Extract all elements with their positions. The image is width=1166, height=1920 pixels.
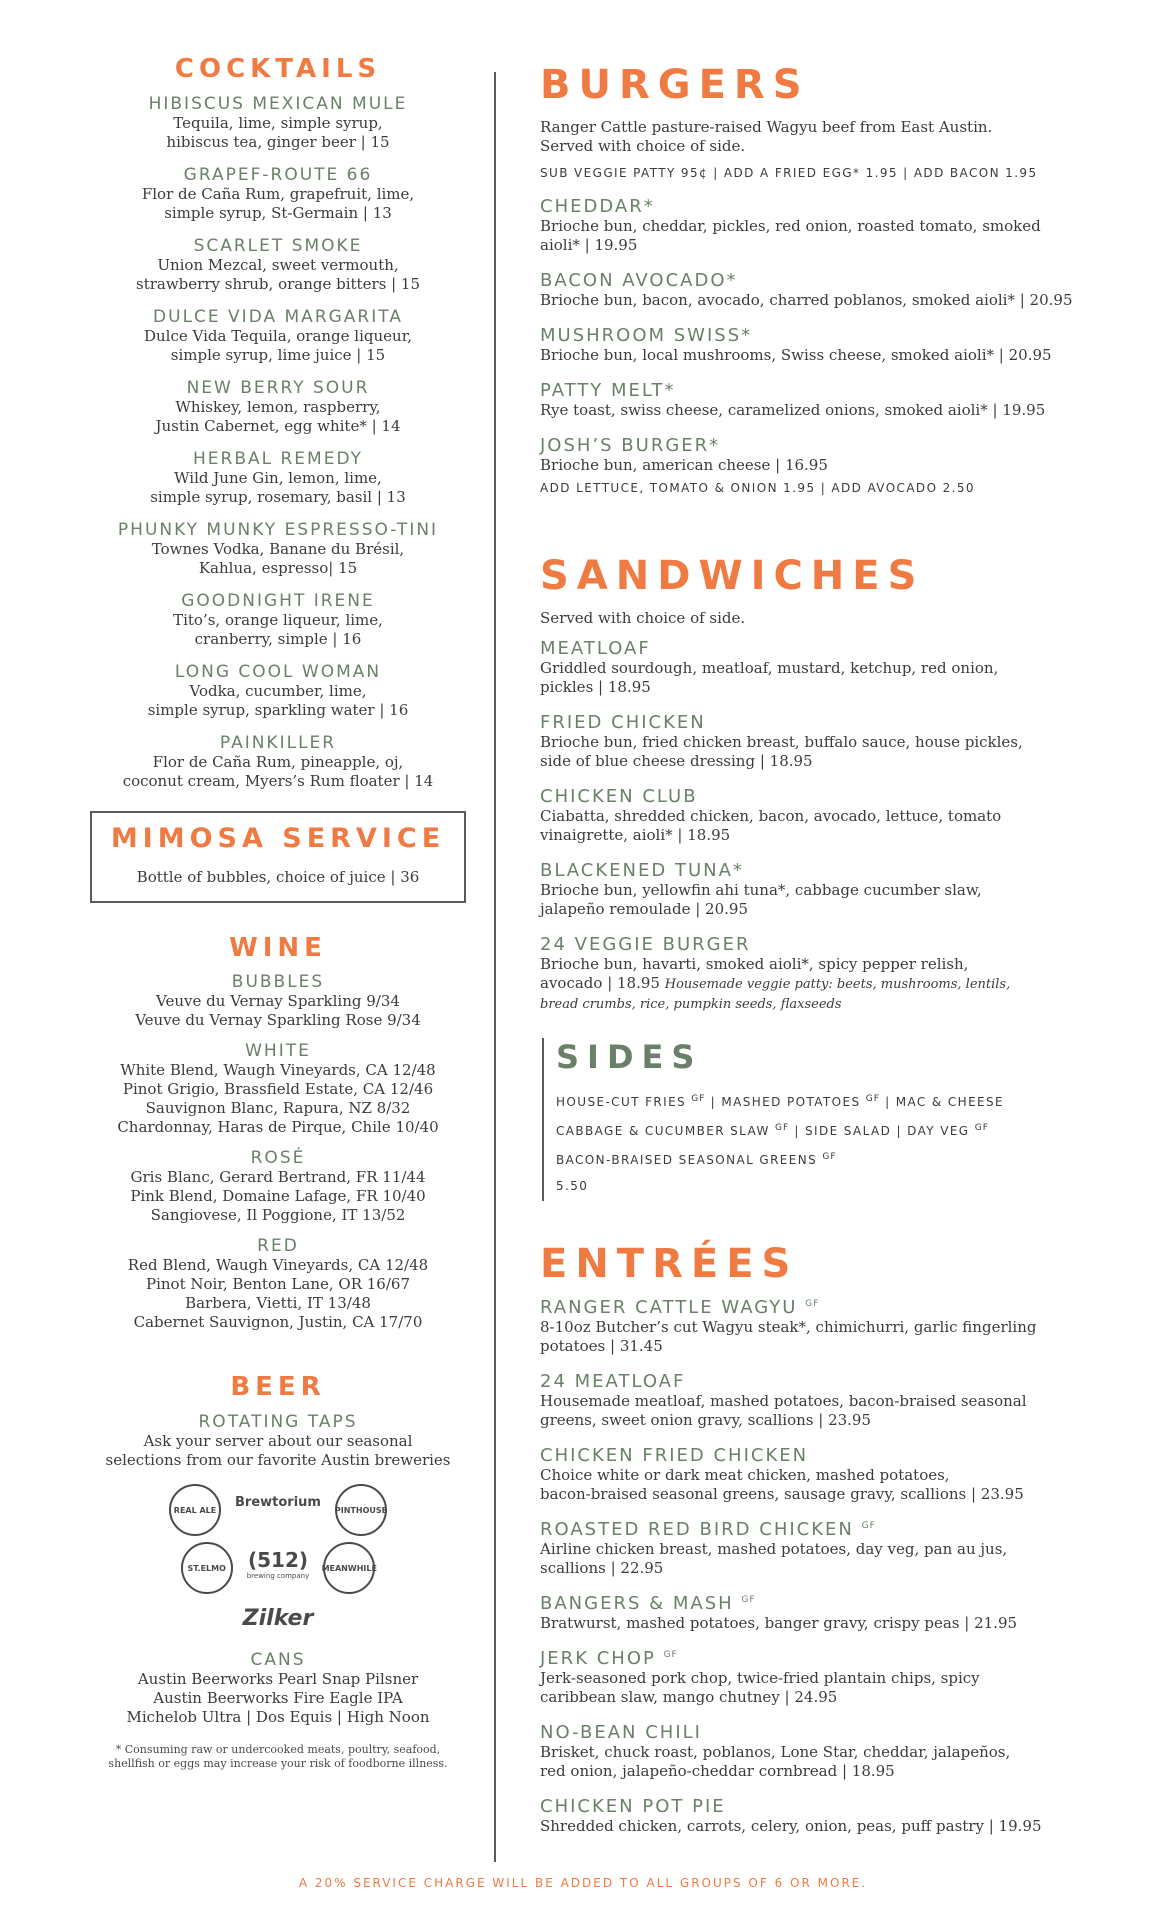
cocktail-desc: Flor de Caña Rum, pineapple, oj,	[152, 753, 404, 771]
cocktail-desc: Townes Vodka, Banane du Brésil,	[151, 540, 405, 558]
side-item: SIDE SALAD	[805, 1124, 892, 1138]
sandwich-desc	[540, 974, 1120, 994]
sides-price: 5.50	[556, 1179, 589, 1193]
entree-desc: potatoes | 31.45	[540, 1337, 663, 1355]
cocktail-name: PAINKILLER	[219, 733, 337, 753]
sides-line: CABBAGE & CUCUMBER SLAW $^{GF}$ | SIDE SALAD | DAY VEG $^{GF}$	[556, 1123, 989, 1138]
burger-name: JOSH’S BURGER*	[540, 435, 721, 456]
sandwich-item	[540, 638, 1120, 697]
sandwich-item	[540, 786, 1120, 845]
left-column	[78, 54, 478, 1771]
sandwich-name: BLACKENED TUNA*	[540, 860, 744, 881]
sandwiches-intro: Served with choice of side.	[540, 609, 746, 627]
wine-line: Sangiovese, Il Poggione, IT 13/52	[150, 1206, 406, 1224]
st-elmo-logo: ST.ELMO	[181, 1542, 233, 1594]
side-item: DAY VEG	[907, 1124, 970, 1138]
burger-item	[540, 270, 1120, 310]
sandwich-desc: Griddled sourdough, meatloaf, mustard, ketchup, red onion,	[540, 659, 999, 677]
sandwich-name: FRIED CHICKEN	[540, 712, 706, 733]
burgers-intro	[540, 118, 1120, 156]
taps-desc: Ask your server about our seasonal	[143, 1432, 413, 1450]
cocktail-name: DULCE VIDA MARGARITA	[153, 307, 403, 327]
512-logo-text: (512)	[247, 1548, 308, 1572]
wine-line: Red Blend, Waugh Vineyards, CA 12/48	[127, 1256, 429, 1274]
burgers-intro-line: Ranger Cattle pasture-raised Wagyu beef from East Austin.	[540, 118, 993, 136]
cocktail-item	[78, 165, 478, 223]
entree-name-row	[540, 1648, 1120, 1669]
entree-item	[540, 1519, 1120, 1578]
cocktail-name: GOODNIGHT IRENE	[181, 591, 375, 611]
cocktail-desc: hibiscus tea, ginger beer | 15	[166, 133, 390, 151]
cocktail-desc: simple syrup, rosemary, basil | 13	[150, 488, 406, 506]
sandwich-desc: vinaigrette, aioli* | 18.95	[540, 826, 731, 844]
entree-item	[540, 1593, 1120, 1633]
sandwich-name: CHICKEN CLUB	[540, 786, 698, 807]
cocktail-desc: coconut cream, Myers’s Rum floater | 14	[122, 772, 434, 790]
sandwich-desc: Brioche bun, fried chicken breast, buffalo sauce, house pickles,	[540, 733, 1023, 751]
mimosa-desc: Bottle of bubbles, choice of juice | 36	[136, 868, 420, 886]
burger-desc: Rye toast, swiss cheese, caramelized onions, smoked aioli* | 19.95	[540, 401, 1046, 419]
can-item: Michelob Ultra | Dos Equis | High Noon	[126, 1708, 430, 1726]
food-safety-disclaimer	[78, 1743, 478, 1771]
entree-name: CHICKEN FRIED CHICKEN	[540, 1445, 809, 1466]
sandwich-desc: side of blue cheese dressing | 18.95	[540, 752, 813, 770]
gf-badge: GF	[974, 1123, 989, 1133]
cocktail-name: HERBAL REMEDY	[192, 449, 363, 469]
can-item: Austin Beerworks Pearl Snap Pilsner	[137, 1670, 419, 1688]
cocktail-item	[78, 520, 478, 578]
entree-name-row	[540, 1519, 1120, 1540]
side-item: MASHED POTATOES	[721, 1095, 861, 1109]
burger-name: PATTY MELT*	[540, 380, 676, 401]
entree-desc: 8-10oz Butcher’s cut Wagyu steak*, chimichurri, garlic fingerling	[540, 1318, 1037, 1336]
cocktail-name: GRAPEF-ROUTE 66	[183, 165, 373, 185]
burger-desc: Brioche bun, american cheese | 16.95	[540, 456, 828, 474]
entree-item	[540, 1445, 1120, 1504]
entree-name: BANGERS & MASH	[540, 1593, 734, 1614]
sandwiches-title: SANDWICHES	[540, 553, 925, 599]
wine-group-title: ROSÉ	[250, 1148, 306, 1168]
512-logo	[247, 1542, 310, 1586]
burgers-intro-line: Served with choice of side.	[540, 137, 746, 155]
entree-name: RANGER CATTLE WAGYU	[540, 1297, 798, 1318]
mimosa-title: MIMOSA SERVICE	[110, 823, 446, 854]
entree-desc: caribbean slaw, mango chutney | 24.95	[540, 1688, 838, 1706]
burger-item	[540, 325, 1120, 365]
beer-title: BEER	[230, 1372, 326, 1402]
sandwich-desc: Ciabatta, shredded chicken, bacon, avocado, lettuce, tomato	[540, 807, 1002, 825]
entree-name-row	[540, 1297, 1120, 1318]
meanwhile-logo: MEANWHILE	[323, 1542, 375, 1594]
sides-line	[556, 1144, 1120, 1173]
cans-title: CANS	[250, 1650, 306, 1670]
cocktail-desc: simple syrup, St-Germain | 13	[164, 204, 392, 222]
burger-desc: Brioche bun, cheddar, pickles, red onion, roasted tomato, smoked	[540, 217, 1041, 235]
entree-item	[540, 1722, 1120, 1781]
burger-options: SUB VEGGIE PATTY 95¢ | ADD A FRIED EGG* 1.95 | ADD BACON 1.95	[540, 166, 1038, 180]
gf-badge: GF	[865, 1094, 880, 1104]
burger-name: CHEDDAR*	[540, 196, 655, 217]
sandwich-desc: jalapeño remoulade | 20.95	[540, 900, 748, 918]
entree-name-row	[540, 1593, 1120, 1614]
entree-name: NO-BEAN CHILI	[540, 1722, 702, 1743]
wine-line: Veuve du Vernay Sparkling 9/34	[156, 992, 400, 1010]
sides-title: SIDES	[556, 1038, 703, 1076]
side-item: HOUSE-CUT FRIES	[556, 1095, 687, 1109]
sides-box	[542, 1038, 1120, 1201]
cocktail-name: NEW BERRY SOUR	[186, 378, 370, 398]
entree-desc: Airline chicken breast, mashed potatoes, day veg, pan au jus,	[540, 1540, 1008, 1558]
cocktail-item	[78, 236, 478, 294]
512-logo-sub: brewing company	[246, 1572, 310, 1580]
cocktail-desc: simple syrup, lime juice | 15	[170, 346, 386, 364]
cocktail-desc: strawberry shrub, orange bitters | 15	[136, 275, 420, 293]
gf-badge: GF	[861, 1521, 876, 1531]
wine-list	[78, 973, 478, 1332]
gf-badge: GF	[774, 1123, 790, 1133]
wine-line: White Blend, Waugh Vineyards, CA 12/48	[120, 1061, 436, 1079]
cocktail-name: PHUNKY MUNKY ESPRESSO-TINI	[117, 520, 439, 540]
entree-desc: bacon-braised seasonal greens, sausage gravy, scallions | 23.95	[540, 1485, 1024, 1503]
entree-desc: Shredded chicken, carrots, celery, onion, peas, puff pastry | 19.95	[540, 1817, 1042, 1835]
cocktail-item	[78, 733, 478, 791]
service-charge-notice: A 20% SERVICE CHARGE WILL BE ADDED TO ALL GROUPS OF 6 OR MORE.	[298, 1876, 868, 1890]
entree-name: CHICKEN POT PIE	[540, 1796, 726, 1817]
cocktail-item	[78, 591, 478, 649]
entrees-title: ENTRÉES	[540, 1241, 799, 1287]
cocktail-item	[78, 662, 478, 720]
burger-name: BACON AVOCADO*	[540, 270, 738, 291]
wine-group-title: WHITE	[245, 1041, 311, 1061]
zilker-logo: Zilker	[242, 1605, 314, 1631]
cocktail-desc: Flor de Caña Rum, grapefruit, lime,	[141, 185, 415, 203]
gf-badge: GF	[691, 1094, 706, 1104]
wine-line: Barbera, Vietti, IT 13/48	[185, 1294, 371, 1312]
wine-group-title: RED	[257, 1236, 299, 1256]
wine-line: Gris Blanc, Gerard Bertrand, FR 11/44	[130, 1168, 426, 1186]
side-item: CABBAGE & CUCUMBER SLAW	[556, 1124, 770, 1138]
burger-item	[540, 435, 1120, 475]
burger-item	[540, 380, 1120, 420]
cocktail-name: LONG COOL WOMAN	[174, 662, 382, 682]
cocktail-desc: Tito’s, orange liqueur, lime,	[173, 611, 383, 629]
can-item: Austin Beerworks Fire Eagle IPA	[153, 1689, 403, 1707]
entree-item	[540, 1648, 1120, 1707]
taps-desc: selections from our favorite Austin breweries	[105, 1451, 451, 1469]
cocktail-desc: Whiskey, lemon, raspberry,	[175, 398, 381, 416]
burger-desc: Brioche bun, local mushrooms, Swiss cheese, smoked aioli* | 20.95	[540, 346, 1052, 364]
entree-desc: greens, sweet onion gravy, scallions | 23.95	[540, 1411, 872, 1429]
sandwich-desc: Brioche bun, yellowfin ahi tuna*, cabbage cucumber slaw,	[540, 881, 982, 899]
brewtorium-logo: Brewtorium	[235, 1494, 321, 1510]
cocktail-desc: Dulce Vida Tequila, orange liqueur,	[143, 327, 412, 345]
wine-group-title: BUBBLES	[231, 972, 325, 992]
cocktail-item	[78, 449, 478, 507]
veggie-patty-note: Housemade veggie patty: beets, mushrooms, lentils,	[664, 977, 1011, 992]
entree-desc: Brisket, chuck roast, poblanos, Lone Star, cheddar, jalapeños,	[540, 1743, 1011, 1761]
cocktail-item	[78, 94, 478, 152]
cocktails-title: COCKTAILS	[174, 54, 382, 84]
entree-desc: Bratwurst, mashed potatoes, banger gravy, crispy peas | 21.95	[540, 1614, 1018, 1632]
cocktail-item	[78, 378, 478, 436]
entree-desc: red onion, jalapeño-cheddar cornbread | 18.95	[540, 1762, 895, 1780]
side-item: MAC & CHEESE	[895, 1095, 1005, 1109]
sides-line: HOUSE-CUT FRIES $^{GF}$ | MASHED POTATOES $^{GF}$ | MAC & CHEESE	[556, 1094, 1005, 1109]
brewery-logos	[158, 1484, 398, 1636]
burger-addons: ADD LETTUCE, TOMATO & ONION 1.95 | ADD AVOCADO 2.50	[540, 481, 975, 495]
sandwich-item	[540, 860, 1120, 919]
entree-item	[540, 1371, 1120, 1430]
cocktail-desc: Tequila, lime, simple syrup,	[173, 114, 383, 132]
cocktail-desc: Wild June Gin, lemon, lime,	[174, 469, 382, 487]
entree-name: JERK CHOP	[540, 1648, 656, 1669]
rotating-taps-title: ROTATING TAPS	[198, 1412, 358, 1432]
cocktail-desc: cranberry, simple | 16	[194, 630, 362, 648]
cocktail-desc: Kahlua, espresso| 15	[198, 559, 358, 577]
gf-badge: GF	[663, 1650, 678, 1660]
entree-name: 24 MEATLOAF	[540, 1371, 686, 1392]
mimosa-service-box	[90, 811, 466, 903]
cocktail-item	[78, 307, 478, 365]
wine-line: Pinot Grigio, Brassfield Estate, CA 12/46	[122, 1080, 434, 1098]
sandwich-name: MEATLOAF	[540, 638, 651, 659]
column-divider	[494, 72, 496, 1862]
sandwich-desc: pickles | 18.95	[540, 678, 651, 696]
disclaimer-line: * Consuming raw or undercooked meats, poultry, seafood,	[115, 1743, 441, 1756]
gf-badge: GF	[822, 1152, 837, 1162]
real-ale-logo: REAL ALE	[169, 1484, 221, 1536]
wine-line: Veuve du Vernay Sparkling Rose 9/34	[135, 1011, 421, 1029]
entree-desc: Housemade meatloaf, mashed potatoes, bacon-braised seasonal	[540, 1392, 1027, 1410]
sandwich-item	[540, 934, 1120, 1014]
wine-line: Chardonnay, Haras de Pirque, Chile 10/40	[117, 1118, 439, 1136]
veggie-price-line: avocado | 18.95	[540, 974, 660, 992]
wine-line: Cabernet Sauvignon, Justin, CA 17/70	[133, 1313, 423, 1331]
entree-item	[540, 1796, 1120, 1836]
wine-line: Sauvignon Blanc, Rapura, NZ 8/32	[145, 1099, 411, 1117]
cocktail-desc: simple syrup, sparkling water | 16	[147, 701, 409, 719]
side-item: BACON-BRAISED SEASONAL GREENS	[556, 1153, 818, 1167]
gf-badge: GF	[741, 1595, 756, 1605]
cocktail-desc: Vodka, cucumber, lime,	[189, 682, 367, 700]
sandwich-desc	[540, 994, 1120, 1014]
sandwich-item	[540, 712, 1120, 771]
right-column	[540, 62, 1120, 1851]
sandwich-desc: Brioche bun, havarti, smoked aioli*, spicy pepper relish,	[540, 955, 969, 973]
cocktail-name: HIBISCUS MEXICAN MULE	[148, 94, 408, 114]
disclaimer-line: shellfish or eggs may increase your risk of foodborne illness.	[108, 1757, 448, 1770]
wine-title: WINE	[229, 933, 327, 963]
veggie-patty-note: bread crumbs, rice, pumpkin seeds, flaxseeds	[540, 997, 842, 1012]
entree-item	[540, 1297, 1120, 1356]
sandwich-name: 24 VEGGIE BURGER	[540, 934, 751, 955]
cocktail-desc: Justin Cabernet, egg white* | 14	[155, 417, 401, 435]
wine-line: Pinot Noir, Benton Lane, OR 16/67	[145, 1275, 410, 1293]
cocktail-desc: Union Mezcal, sweet vermouth,	[157, 256, 399, 274]
wine-line: Pink Blend, Domaine Lafage, FR 10/40	[130, 1187, 426, 1205]
entree-desc: Jerk-seasoned pork chop, twice-fried plantain chips, spicy	[540, 1669, 980, 1687]
burger-desc: Brioche bun, bacon, avocado, charred poblanos, smoked aioli* | 20.95	[540, 291, 1073, 309]
entree-desc: scallions | 22.95	[540, 1559, 664, 1577]
cocktail-name: SCARLET SMOKE	[193, 236, 363, 256]
pinthouse-logo: PINTHOUSE	[335, 1484, 387, 1536]
burger-desc: aioli* | 19.95	[540, 236, 638, 254]
entree-desc: Choice white or dark meat chicken, mashed potatoes,	[540, 1466, 950, 1484]
gf-badge: GF	[805, 1299, 820, 1309]
burger-item	[540, 196, 1120, 255]
entree-name: ROASTED RED BIRD CHICKEN	[540, 1519, 854, 1540]
burgers-title: BURGERS	[540, 62, 810, 108]
burger-name: MUSHROOM SWISS*	[540, 325, 753, 346]
